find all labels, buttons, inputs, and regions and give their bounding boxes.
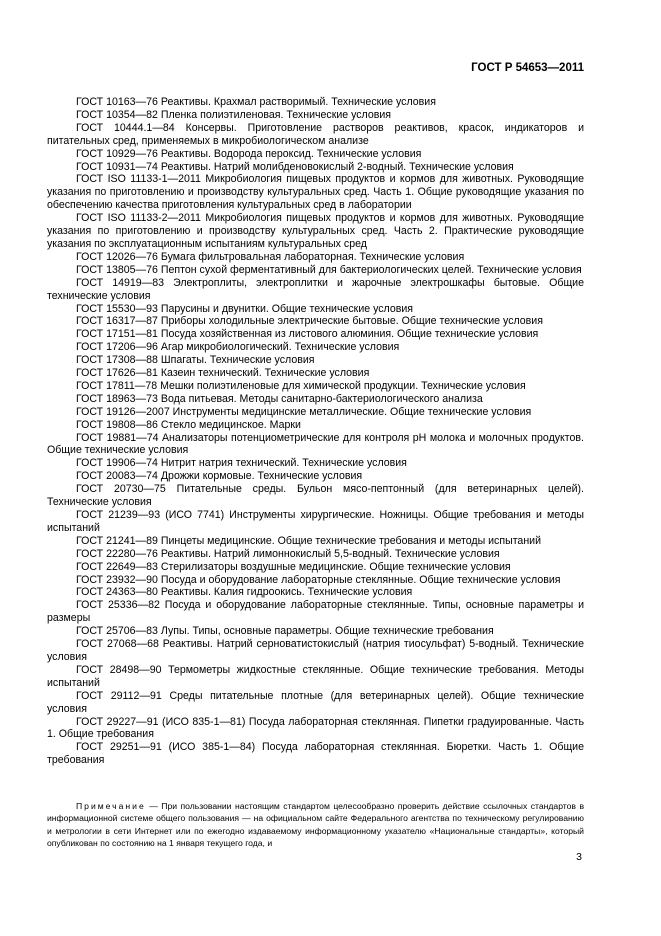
reference-item: ГОСТ 19808—86 Стекло медицинское. Марки [76,418,301,431]
reference-item: ГОСТ 19906—74 Нитрит натрия технический. Технические условия [76,457,407,470]
reference-item: ГОСТ 28498—90 Термометры жидкостные стеклянные. Общие технические требования. Методы испытаний [47,663,584,689]
reference-item: ГОСТ 14919—83 Электроплиты, электроплитки и жарочные электрошкафы бытовые. Общие технические условия [47,276,584,302]
reference-item: ГОСТ 25706—83 Лупы. Типы, основные параметры. Общие технические требования [76,625,494,638]
reference-item: ГОСТ 24363—80 Реактивы. Калия гидроокись. Технические условия [76,586,413,599]
reference-item: ГОСТ 29251—91 (ИСО 385-1—84) Посуда лабораторная стеклянная. Бюретки. Часть 1. Общие требования [47,741,584,767]
note-label: Примечание [76,801,146,811]
reference-item: ГОСТ 16317—87 Приборы холодильные электрические бытовые. Общие технические условия [76,315,543,328]
reference-item: ГОСТ 19881—74 Анализаторы потенциометрические для контроля рН молока и молочных продуктов. Общие технические условия [47,431,584,457]
reference-item: ГОСТ ISO 11133-1—2011 Микробиология пищевых продуктов и кормов для животных. Руководящие указания по приготовлению и производству культуральных сред. Часть 1. Общие руководящие указания по обеспечению качества приготовления культуральных сред в лаборатории [47,173,584,212]
reference-item: ГОСТ 17308—88 Шпагаты. Технические условия [76,354,315,367]
reference-item: ГОСТ 10929—76 Реактивы. Водорода пероксид. Технические условия [76,147,422,160]
note-text: — При пользовании настоящим стандартом целесообразно проверить действие ссылочных стандартов в информационной системе общего пользования — на официальном сайте Федерального агентства по техническому регулированию и метрологии в сети Интернет или по ежегодно издаваемому информационному указателю «Национальные стандарты», который опубликован по состоянию на 1 января текущего года, и [47,801,585,848]
reference-item: ГОСТ 17626—81 Казеин технический. Технические условия [76,367,370,380]
reference-item: ГОСТ ISO 11133-2—2011 Микробиология пищевых продуктов и кормов для животных. Руководящие указания по приготовлению и производству культуральных сред. Часть 2. Практические руководящие указания по эксплуатационным испытаниям культуральных сред [47,212,584,250]
reference-item: ГОСТ 13805—76 Пептон сухой ферментативный для бактериологических целей. Технические условия [76,263,582,276]
reference-item: ГОСТ 29112—91 Среды питательные плотные (для ветеринарных целей). Общие технические условия [47,689,584,715]
reference-item: ГОСТ 19126—2007 Инструменты медицинские металлические. Общие технические условия [76,405,532,418]
reference-item: ГОСТ 17151—81 Посуда хозяйственная из листового алюминия. Общие технические условия [76,328,539,341]
reference-item: ГОСТ 10931—74 Реактивы. Натрий молибденовокислый 2-водный. Технические условия [76,160,514,173]
reference-item: ГОСТ 20083—74 Дрожжи кормовые. Технические условия [76,470,363,483]
reference-list [47,96,584,767]
footnote [47,800,584,849]
reference-item: ГОСТ 15530—93 Парусины и двунитки. Общие технические условия [76,302,414,315]
reference-item: ГОСТ 29227—91 (ИСО 835-1—81) Посуда лабораторная стеклянная. Пипетки градуированные. Часть 1. Общие требования [47,715,584,741]
reference-item: ГОСТ 10444.1—84 Консервы. Приготовление растворов реактивов, красок, индикаторов и питательных сред, применяемых в микробиологическом анализе [47,121,584,147]
reference-item: ГОСТ 18963—73 Вода питьевая. Методы санитарно-бактериологического анализа [76,392,483,405]
reference-item: ГОСТ 17206—96 Агар микробиологический. Технические условия [76,341,400,354]
reference-item: ГОСТ 22280—76 Реактивы. Натрий лимоннокислый 5,5-водный. Технические условия [76,547,500,560]
reference-item: ГОСТ 17811—78 Мешки полиэтиленовые для химической продукции. Технические условия [76,379,526,392]
reference-item: ГОСТ 12026—76 Бумага фильтровальная лабораторная. Технические условия [76,250,465,263]
reference-item: ГОСТ 23932—90 Посуда и оборудование лабораторные стеклянные. Общие технические условия [76,573,561,586]
reference-item: ГОСТ 27068—68 Реактивы. Натрий серноватистокислый (натрия тиосульфат) 5-водный. Технические условия [47,638,584,663]
reference-item: ГОСТ 10354—82 Пленка полиэтиленовая. Технические условия [76,108,392,121]
reference-item: ГОСТ 10163—76 Реактивы. Крахмал растворимый. Технические условия [76,96,436,108]
document-header: ГОСТ Р 54653—2011 [471,62,584,74]
reference-item: ГОСТ 22649—83 Стерилизаторы воздушные медицинские. Общие технические условия [76,560,511,573]
page-number: 3 [576,851,582,863]
reference-item: ГОСТ 20730—75 Питательные среды. Бульон мясо-пептонный (для ветеринарных целей). Технические условия [47,483,584,509]
reference-item: ГОСТ 21241—89 Пинцеты медицинские. Общие технические требования и методы испытаний [76,534,542,547]
reference-item: ГОСТ 25336—82 Посуда и оборудование лабораторные стеклянные. Типы, основные параметры и размеры [47,599,584,625]
reference-item: ГОСТ 21239—93 (ИСО 7741) Инструменты хирургические. Ножницы. Общие требования и методы испытаний [47,509,584,534]
